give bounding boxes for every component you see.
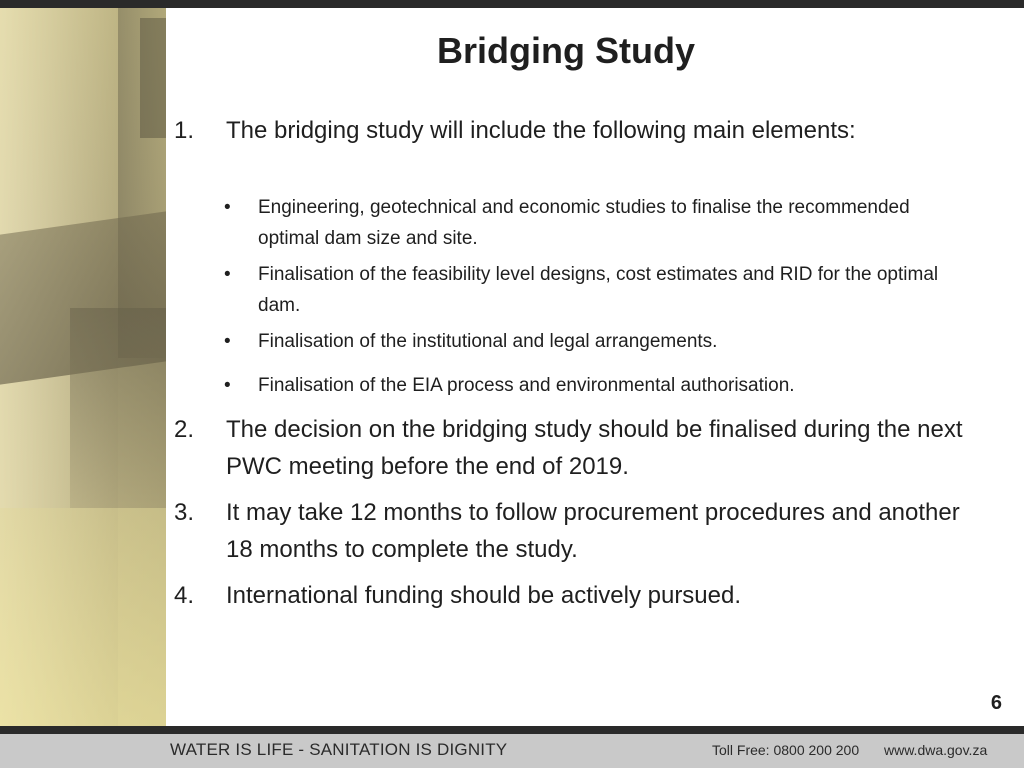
bullet-text: Finalisation of the feasibility level designs, cost estimates and RID for the optimal dam. <box>258 264 939 316</box>
photo-slab <box>0 508 166 726</box>
bullet-dot: • <box>224 375 231 396</box>
item-number: 2. <box>174 416 195 443</box>
bullet-dot: • <box>224 197 231 218</box>
item-number: 1. <box>174 117 195 144</box>
bullet-text: Engineering, geotechnical and economic studies to finalise the recommended optimal dam size and site. <box>258 197 910 249</box>
bullet-dot: • <box>224 264 231 285</box>
photo-slab <box>70 308 166 508</box>
side-photo-dam-wall <box>0 8 166 726</box>
footer-bar <box>0 726 1024 768</box>
bullet-text: Finalisation of the EIA process and environmental authorisation. <box>258 375 795 396</box>
footer-stripe <box>0 726 1024 734</box>
item-number: 3. <box>174 499 195 526</box>
toll-free-number: Toll Free: 0800 200 200 <box>712 742 860 758</box>
bullet-text: Finalisation of the institutional and legal arrangements. <box>258 331 718 352</box>
item-text: The bridging study will include the following main elements: <box>226 117 856 144</box>
page-number: 6 <box>990 692 1002 714</box>
slide-content <box>166 0 1024 726</box>
bullet-dot: • <box>224 331 231 352</box>
photo-slab <box>140 18 166 138</box>
item-text: The decision on the bridging study should be finalised during the next PWC meeting before the end of 2019. <box>226 416 963 480</box>
item-text: International funding should be actively pursued. <box>226 582 742 609</box>
item-number: 4. <box>174 582 195 609</box>
website-url: www.dwa.gov.za <box>884 742 988 758</box>
footer-slogan: WATER IS LIFE - SANITATION IS DIGNITY <box>170 740 508 759</box>
slide-title: Bridging Study <box>437 30 695 71</box>
item-text: It may take 12 months to follow procurement procedures and another 18 months to complete the study. <box>226 499 960 563</box>
